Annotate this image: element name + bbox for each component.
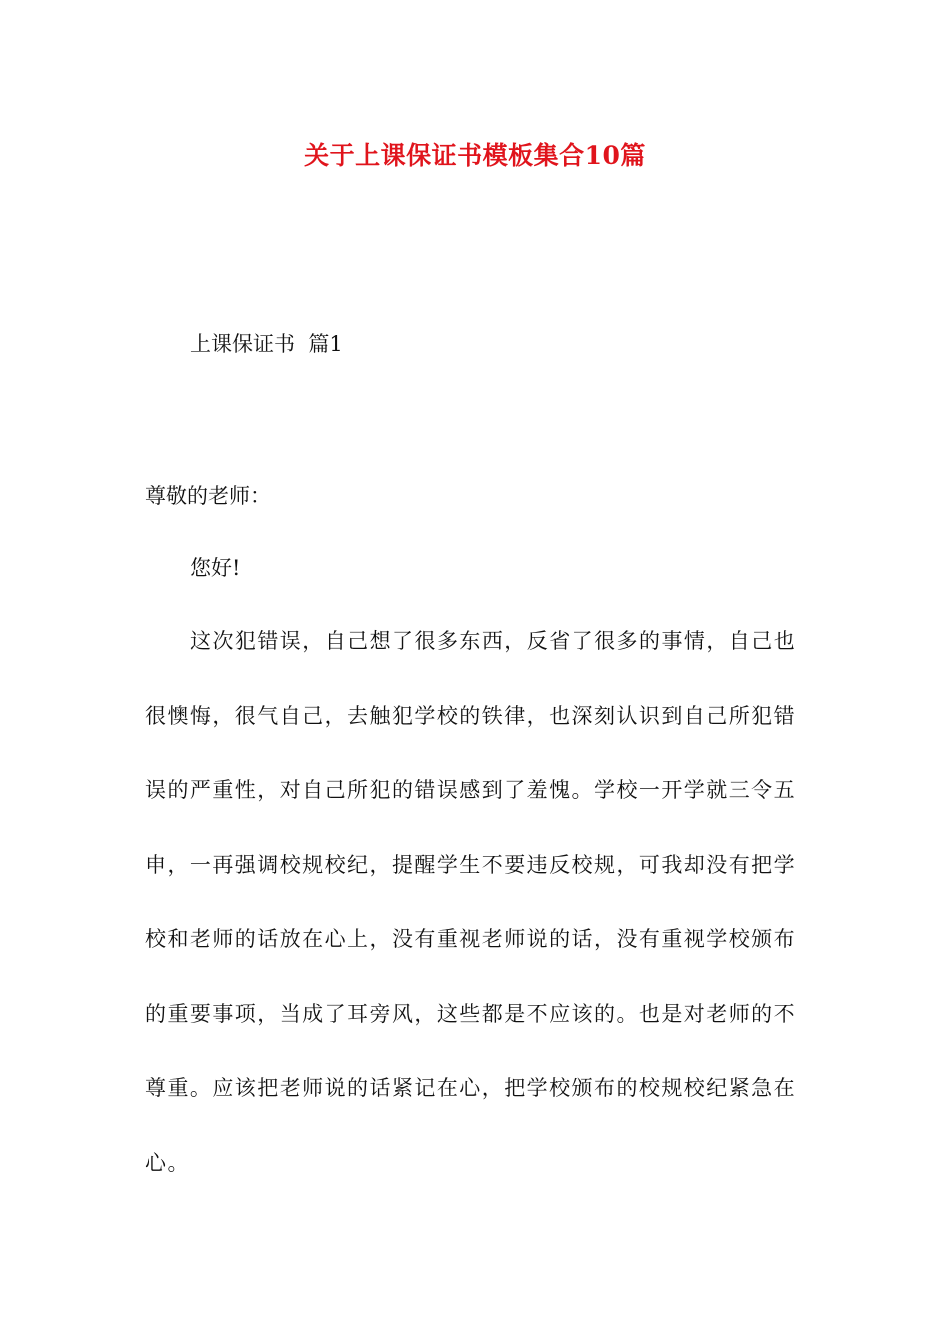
paragraph-line: 的重要事项，当成了耳旁风，这些都是不应该的。也是对老师的不 [145,1001,797,1026]
paragraph-line: 尊重。应该把老师说的话紧记在心，把学校颁布的校规校纪紧急在 [145,1076,797,1100]
salutation: 尊敬的老师： [145,484,271,508]
paragraph-line: 校和老师的话放在心上，没有重视老师说的话，没有重视学校颁布 [145,927,797,951]
paragraph-line: 很懊悔，很气自己，去触犯学校的铁律，也深刻认识到自己所犯错 [145,703,797,728]
paragraph-line: 心。 [145,1150,190,1175]
body-paragraph [145,626,807,1222]
paragraph-line: 这次犯错误，自己想了很多东西，反省了很多的事情，自己也 [190,629,797,653]
paragraph-line: 申，一再强调校规校纪，提醒学生不要违反校规，可我却没有把学 [145,852,797,877]
paragraph-line: 误的严重性，对自己所犯的错误感到了羞愧。学校一开学就三令五 [145,778,797,802]
document-title: 关于上课保证书模板集合10篇 [304,141,646,170]
greeting: 您好! [190,556,241,580]
section-heading: 上课保证书 篇1 [190,332,343,356]
